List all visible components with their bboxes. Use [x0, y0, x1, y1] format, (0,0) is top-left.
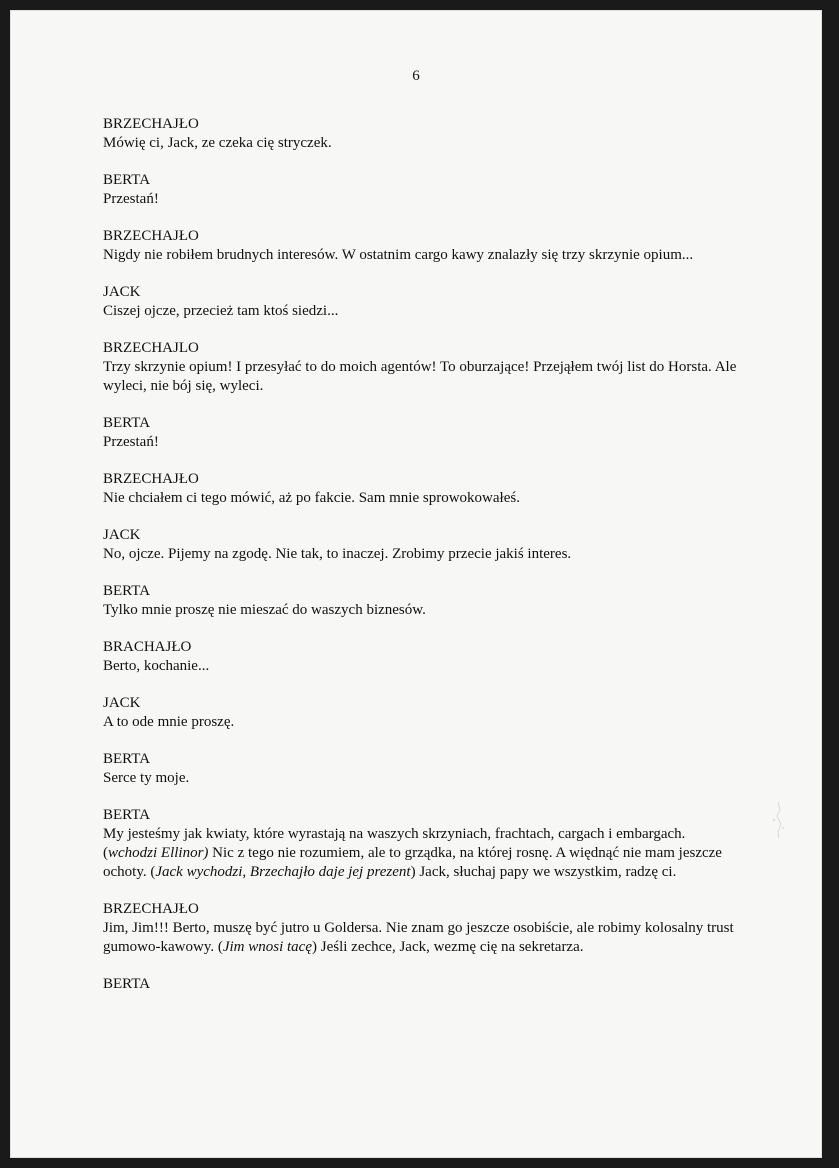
dialogue-text: Serce ty moje. [103, 770, 190, 786]
dialogue-text [103, 825, 743, 882]
speaker-name: BRZECHAJŁO [103, 901, 199, 917]
speaker-name: BERTA [103, 415, 151, 431]
dialogue-block [103, 582, 743, 620]
dialogue-text [103, 919, 743, 957]
speaker-name: BRZECHAJŁO [103, 471, 199, 487]
dialogue-text: Trzy skrzynie opium! I przesyłać to do moich agentów! To oburzające! Przejąłem twój list do Horsta. Ale wyleci, nie bój się, wyleci. [103, 359, 737, 394]
dialogue-text: Mówię ci, Jack, ze czeka cię stryczek. [103, 135, 332, 151]
speaker-name: BRZECHAJŁO [103, 116, 199, 132]
speaker-name: BERTA [103, 583, 151, 599]
dialogue-block [103, 526, 743, 564]
speaker-name: BERTA [103, 751, 151, 767]
dialogue-text: Przestań! [103, 191, 159, 207]
script-body [103, 115, 743, 1012]
dialogue-text: Nigdy nie robiłem brudnych interesów. W ostatnim cargo kawy znalazły się trzy skrzynie opium... [103, 247, 694, 263]
dialogue-block [103, 171, 743, 209]
dialogue-text: Przestań! [103, 434, 159, 450]
dialogue-text: Ciszej ojcze, przecież tam ktoś siedzi... [103, 303, 339, 319]
dialogue-fragment: ) Jeśli zechce, Jack, wezmę cię na sekretarza. [312, 939, 584, 955]
dialogue-block [103, 975, 743, 994]
dialogue-text: Nie chciałem ci tego mówić, aż po fakcie. Sam mnie sprowokowałeś. [103, 490, 520, 506]
dialogue-text: A to ode mnie proszę. [103, 714, 235, 730]
dialogue-block [103, 470, 743, 508]
dialogue-block [103, 283, 743, 321]
dialogue-block [103, 900, 743, 957]
dialogue-block [103, 414, 743, 452]
dialogue-text: Tylko mnie proszę nie mieszać do waszych biznesów. [103, 602, 426, 618]
dialogue-block [103, 339, 743, 396]
speaker-name: JACK [103, 695, 141, 711]
paper-mark [768, 800, 788, 840]
dialogue-block [103, 638, 743, 676]
dialogue-block [103, 750, 743, 788]
document-page [10, 10, 822, 1158]
dialogue-fragment: My jesteśmy jak kwiaty, które wyrastają na waszych skrzyniach, frachtach, cargach i embargach. ( [103, 826, 686, 861]
dialogue-block [103, 806, 743, 882]
speaker-name: BRZECHAJLO [103, 340, 199, 356]
stage-direction: Jack wychodzi, Brzechajło daje jej prezent [155, 864, 411, 880]
speaker-name: JACK [103, 527, 141, 543]
dialogue-fragment: Nic z tego nie rozumiem, ale to grządka, na której rosnę. A więdnąć nie mam jeszcze ochoty. ( [103, 845, 722, 880]
speaker-name: BRZECHAJŁO [103, 228, 199, 244]
page-number: 6 [412, 68, 420, 84]
speaker-name: BERTA [103, 807, 151, 823]
dialogue-block [103, 115, 743, 153]
dialogue-fragment: ) Jack, słuchaj papy we wszystkim, radzę ci. [410, 864, 677, 880]
speaker-name: BERTA [103, 976, 151, 992]
speaker-name: BERTA [103, 172, 151, 188]
dialogue-block [103, 227, 743, 265]
speaker-name: JACK [103, 284, 141, 300]
dialogue-fragment: Jim, Jim!!! Berto, muszę być jutro u Goldersa. Nie znam go jeszcze osobiście, ale robimy kolosalny trust gumowo-kawowy. ( [103, 920, 734, 955]
stage-direction: wchodzi Ellinor) [108, 845, 209, 861]
speaker-name: BRACHAJŁO [103, 639, 192, 655]
dialogue-block [103, 694, 743, 732]
dialogue-text: Berto, kochanie... [103, 658, 210, 674]
stage-direction: Jim wnosi tacę [222, 939, 312, 955]
dialogue-text: No, ojcze. Pijemy na zgodę. Nie tak, to inaczej. Zrobimy przecie jakiś interes. [103, 546, 572, 562]
